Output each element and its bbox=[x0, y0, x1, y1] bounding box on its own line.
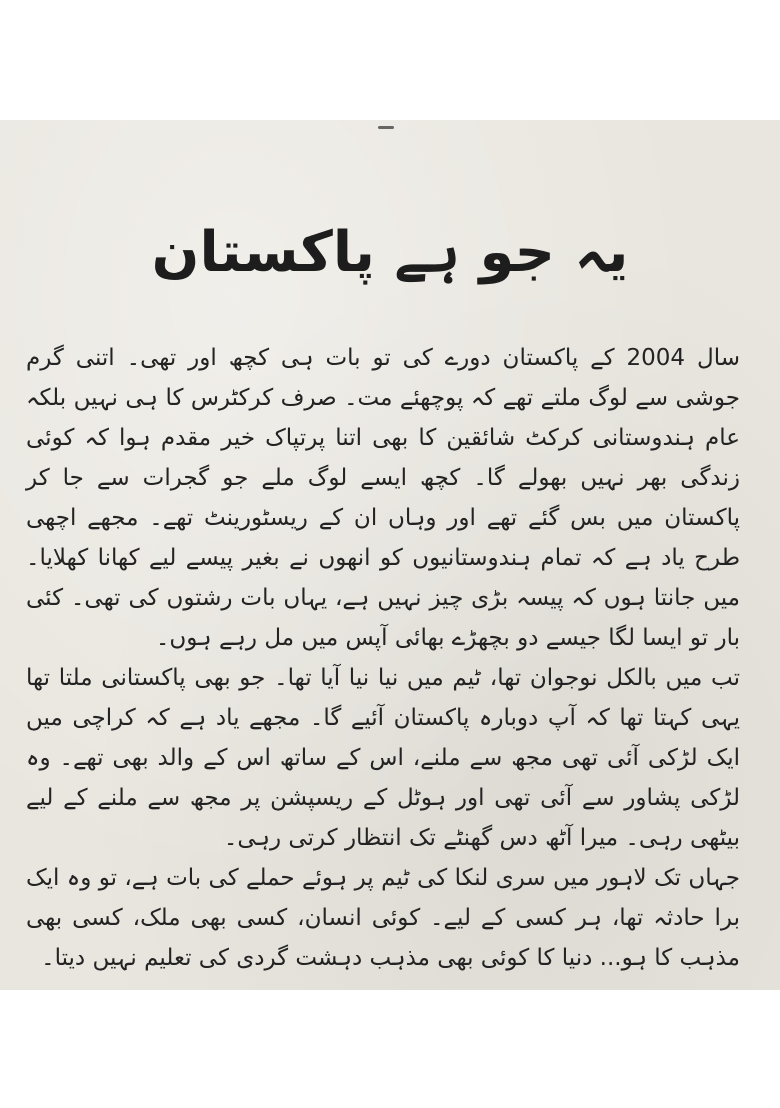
article-body bbox=[26, 338, 740, 978]
article-title: یہ جو ہے پاکستان bbox=[151, 220, 629, 285]
ink-smudge bbox=[378, 126, 394, 129]
scanned-page bbox=[0, 120, 780, 990]
paragraph-1: سال 2004 کے پاکستان دورے کی تو بات ہی کچھ اور تھی۔ اتنی گرم جوشی سے لوگ ملتے تھے کہ پوچھئے مت۔ صرف کرکٹرس کا ہی نہیں بلکہ عام ہندوستانی کرکٹ شائقین کا بھی اتنا پرتپاک خیر مقدم ہوا کہ کوئی زندگی بھر نہیں بھولے گا۔ کچھ ایسے لوگ ملے جو گجرات سے جا کر پاکستان میں بس گئے تھے اور وہاں ان کے ریسٹورینٹ تھے۔ مجھے اچھی طرح یاد ہے کہ تمام ہندوستانیوں کو انھوں نے بغیر پیسے لیے کھانا کھلایا۔ میں جانتا ہوں کہ پیسہ بڑی چیز نہیں ہے، یہاں بات رشتوں کی تھی۔ کئی بار تو ایسا لگا جیسے دو بچھڑے بھائی آپس میں مل رہے ہوں۔ bbox=[26, 345, 740, 651]
paragraph-2: تب میں بالکل نوجوان تھا، ٹیم میں نیا نیا آیا تھا۔ جو بھی پاکستانی ملتا تھا یہی کہتا تھا کہ آپ دوبارہ پاکستان آئیے گا۔ مجھے یاد ہے کہ کراچی میں ایک لڑکی آئی تھی مجھ سے ملنے، اس کے ساتھ اس کے والد بھی تھے۔ وہ لڑکی پشاور سے آئی تھی اور ہوٹل کے ریسپشن پر مجھ سے ملنے کے لیے بیٹھی رہی۔ میرا آٹھ دس گھنٹے تک انتظار کرتی رہی۔ bbox=[26, 665, 740, 851]
paragraph-3: جہاں تک لاہور میں سری لنکا کی ٹیم پر ہوئے حملے کی بات ہے، تو وہ ایک برا حادثہ تھا، ہر کسی کے لیے۔ کوئی انسان، کسی بھی ملک، کسی بھی مذہب کا ہو... دنیا کا کوئی بھی مذہب دہشت گردی کی تعلیم نہیں دیتا۔ bbox=[26, 865, 740, 971]
